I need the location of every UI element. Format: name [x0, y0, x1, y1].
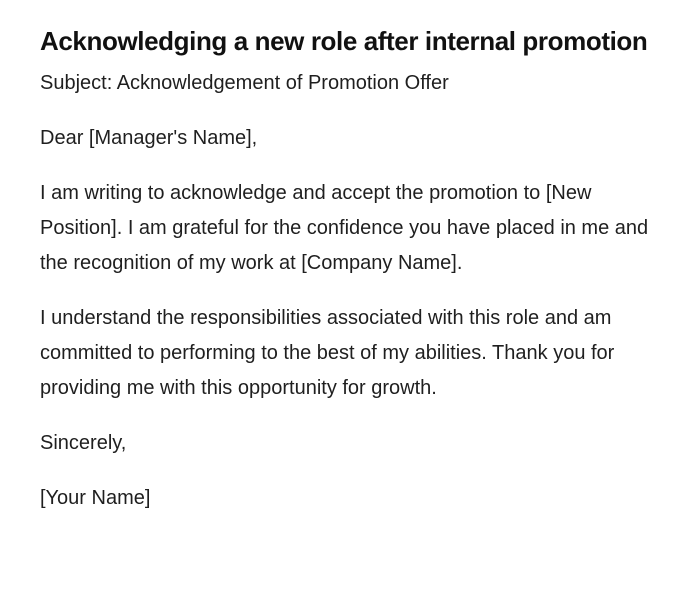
salutation: Dear [Manager's Name],	[40, 127, 258, 149]
page-title: Acknowledging a new role after internal promotion	[40, 26, 648, 56]
body-paragraph-2: I understand the responsibilities associated with this role and am committed to performing to the best of my abilities. Thank you for providing me with this opportunity for growth.	[40, 307, 615, 399]
signature-placeholder: [Your Name]	[40, 487, 151, 509]
subject-line: Subject: Acknowledgement of Promotion Offer	[40, 72, 449, 94]
body-paragraph-1: I am writing to acknowledge and accept the promotion to [New Position]. I am grateful for the confidence you have placed in me and the recognition of my work at [Company Name].	[40, 182, 649, 274]
closing: Sincerely,	[40, 432, 127, 454]
letter-document	[40, 20, 650, 536]
